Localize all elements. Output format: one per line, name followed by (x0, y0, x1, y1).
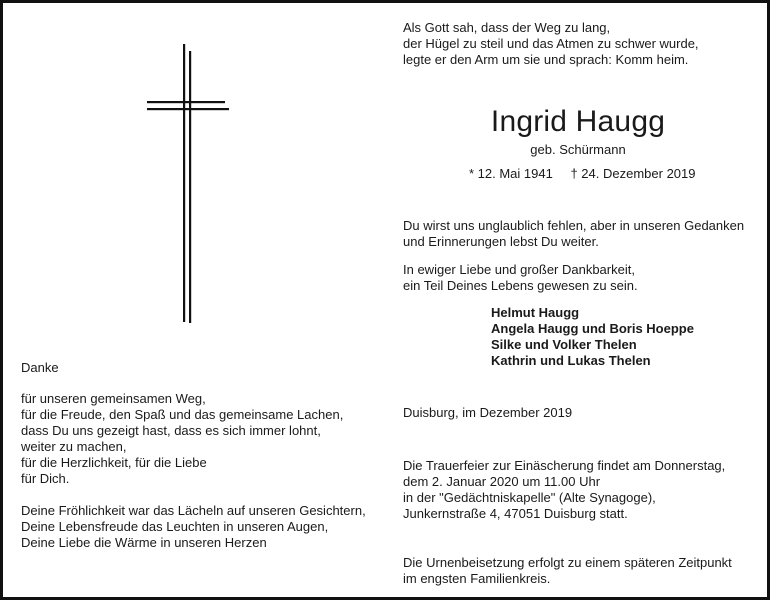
family-member: Helmut Haugg (491, 305, 580, 320)
place-date: Duisburg, im Dezember 2019 (403, 405, 573, 420)
message-gratitude: In ewiger Liebe und großer Dankbarkeit, ein Teil Deines Lebens gewesen zu sein. (403, 262, 638, 293)
motto-verse: Als Gott sah, dass der Weg zu lang, der Hügel zu steil und das Atmen zu schwer wurde, legte er den Arm um sie und sprach: Komm heim. (403, 20, 699, 67)
thanks-verse: für unseren gemeinsamen Weg, für die Freude, den Spaß und das gemeinsame Lachen, dass Du uns gezeigt hast, dass es sich immer lohnt, weiter zu machen, für die Herzlichkeit, für die Liebe für Dich. (21, 391, 344, 486)
family-list (491, 305, 694, 369)
urn-info: Die Urnenbeisetzung erfolgt zu einem späteren Zeitpunkt im engsten Familienkreis. (403, 555, 732, 586)
closing-verse: Deine Fröhlichkeit war das Lächeln auf unseren Gesichtern, Deine Lebensfreude das Leuchten in unseren Augen, Deine Liebe die Wärme in unseren Herzen (21, 503, 366, 550)
birth-date: * 12. Mai 1941 (469, 166, 553, 181)
death-date: † 24. Dezember 2019 (570, 166, 696, 181)
thanks-heading: Danke (21, 360, 59, 375)
birth-name: geb. Schürmann (530, 142, 626, 157)
deceased-name: Ingrid Haugg (490, 105, 666, 138)
funeral-info: Die Trauerfeier zur Einäscherung findet am Donnerstag, dem 2. Januar 2020 um 11.00 Uhr in der "Gedächtniskapelle" (Alte Synagoge), Junkernstraße 4, 47051 Duisburg statt. (403, 458, 726, 521)
cross-icon (143, 39, 233, 329)
life-dates (469, 166, 696, 181)
message-missing: Du wirst uns unglaublich fehlen, aber in unseren Gedanken und Erinnerungen lebst Du weiter. (403, 218, 745, 249)
family-member: Angela Haugg und Boris Hoeppe (491, 321, 694, 336)
family-member: Silke und Volker Thelen (491, 337, 637, 352)
family-member: Kathrin und Lukas Thelen (491, 353, 651, 368)
